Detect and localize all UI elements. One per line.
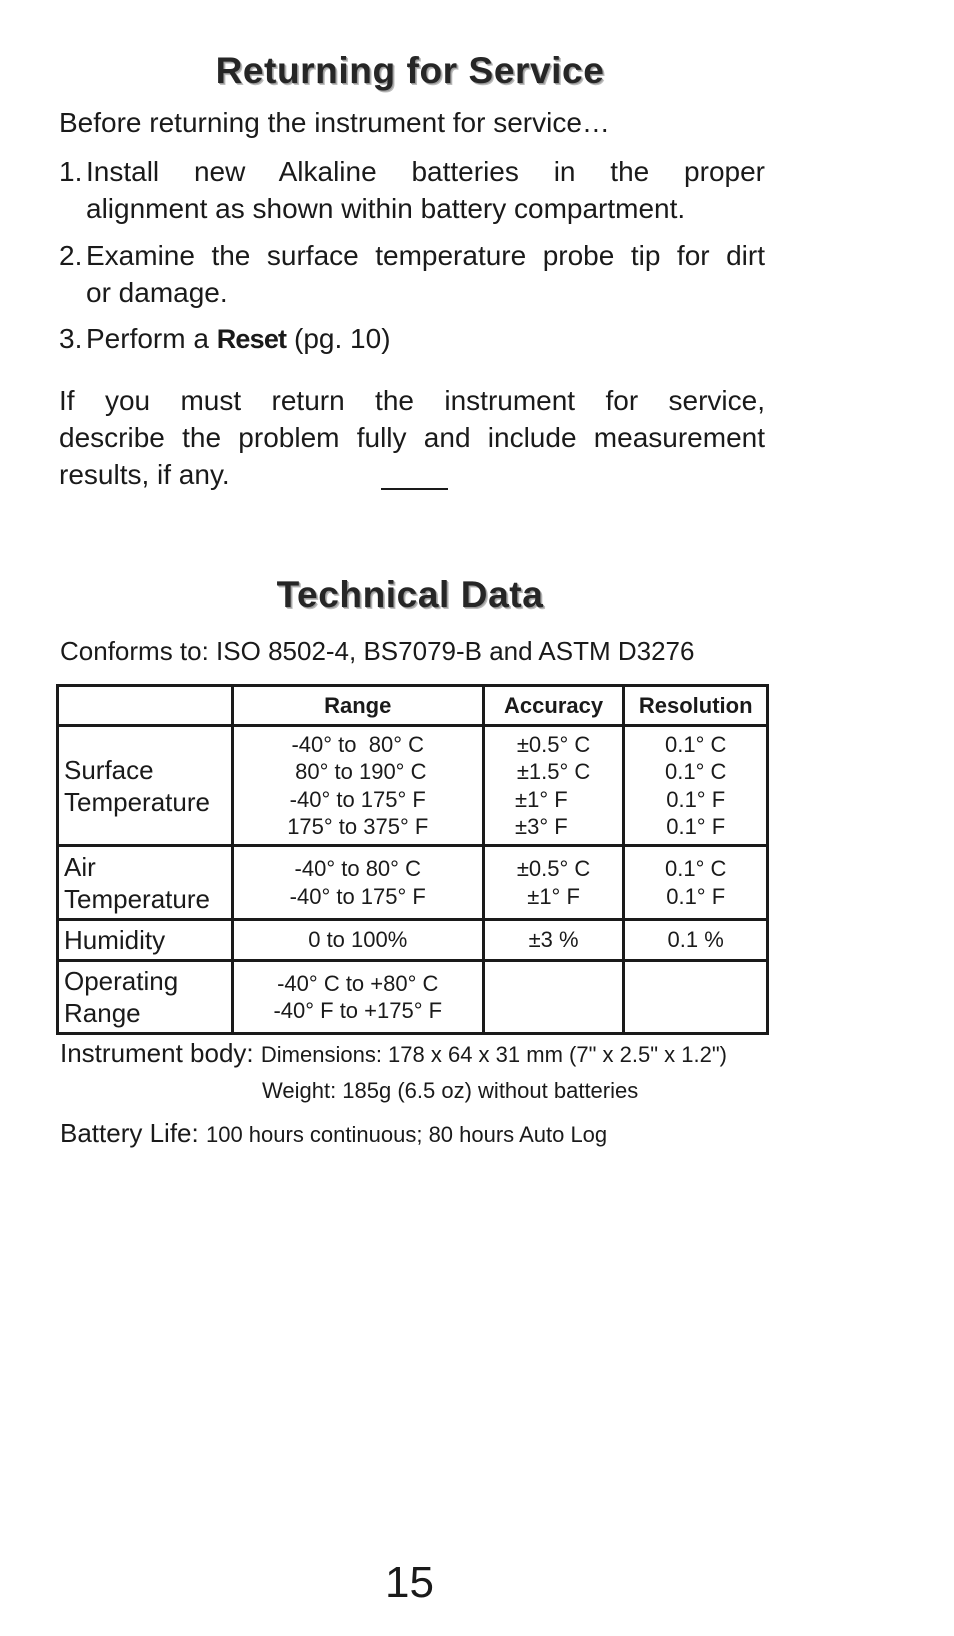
surface-accuracy-cell (483, 726, 624, 846)
resolution-value: 0.1 % (667, 927, 724, 953)
returning-closing (59, 382, 765, 493)
table-row-operating-range (58, 961, 768, 1034)
table-row-air-temperature (58, 846, 768, 920)
air-resolution-cell (624, 846, 768, 920)
air-range-cell (232, 846, 483, 920)
range-value: -40° F to +175° F (273, 998, 443, 1023)
conforms-to-text: Conforms to: ISO 8502-4, BS7079-B and ASTM D3276 (60, 636, 695, 666)
label-line: Humidity (64, 925, 166, 955)
closing-line-2: describe the problem fully and include measurement (59, 422, 765, 453)
technical-data-heading: Technical Data (276, 574, 544, 615)
table-row-surface-temperature (58, 726, 768, 846)
resolution-value: 0.1° F (666, 814, 726, 839)
accuracy-value: ±1° F (515, 786, 593, 812)
step-2-line-2: or damage. (86, 277, 228, 308)
row-label-humidity (58, 920, 233, 961)
reset-term: Reset (216, 324, 287, 354)
resolution-value: 0.1° C (664, 759, 727, 784)
fill-in-line (381, 488, 448, 490)
header-blank-cell (58, 686, 233, 726)
accuracy-value: ±1.5° C (516, 759, 591, 784)
returning-for-service-heading: Returning for Service (215, 50, 605, 91)
header-accuracy: Accuracy (483, 686, 624, 726)
label-line: Temperature (64, 883, 210, 914)
label-line: Surface (64, 754, 154, 785)
resolution-value: 0.1° F (666, 883, 726, 909)
step-2-number: 2. (59, 240, 83, 271)
step-1-number: 1. (59, 156, 83, 187)
range-value: 0 to 100% (308, 927, 408, 953)
dimensions-text: Dimensions: 178 x 64 x 31 mm (7" x 2.5" x 1.2") (260, 1042, 727, 1067)
resolution-value: 0.1° C (664, 856, 727, 881)
range-value: 80° to 190° C (289, 759, 427, 784)
range-value: -40° C to +80° C (277, 970, 439, 996)
range-value: -40° to 175° F (289, 883, 426, 909)
row-label-operating-range (58, 961, 233, 1034)
closing-line-1: If you must return the instrument for service, (59, 385, 765, 416)
returning-intro: Before returning the instrument for service… (59, 107, 610, 138)
label-line: Air (64, 851, 96, 882)
battery-life-label: Battery Life: (60, 1118, 206, 1148)
accuracy-value: ±0.5° C (516, 856, 591, 881)
resolution-value: 0.1° F (666, 786, 726, 812)
operating-range-cell (232, 961, 483, 1034)
table-header-row (58, 686, 768, 726)
accuracy-value: ±1° F (515, 883, 593, 909)
label-line: Temperature (64, 786, 210, 817)
label-line: Operating (64, 966, 179, 996)
range-value: 175° to 375° F (287, 814, 429, 839)
step-1 (59, 153, 765, 227)
operating-resolution-cell-empty (624, 961, 768, 1034)
weight-text: Weight: 185g (6.5 oz) without batteries (262, 1078, 639, 1103)
header-range: Range (232, 686, 483, 726)
accuracy-value: ±3 % (528, 927, 579, 953)
air-accuracy-cell (483, 846, 624, 920)
table-row-humidity (58, 920, 768, 961)
label-line: Range (64, 998, 141, 1028)
resolution-value: 0.1° C (664, 731, 727, 757)
specifications-table (56, 684, 769, 1035)
range-value: -40° to 80° C (294, 856, 421, 881)
step-3-text-pre: Perform a (86, 323, 217, 354)
accuracy-value: ±3° F (515, 814, 593, 839)
surface-resolution-cell (624, 726, 768, 846)
battery-life-line (60, 1118, 607, 1149)
step-3-number: 3. (59, 323, 83, 354)
battery-life-value: 100 hours continuous; 80 hours Auto Log (205, 1122, 608, 1147)
humidity-range-cell (232, 920, 483, 961)
range-value: -40° to 80° C (291, 731, 425, 757)
surface-range-cell (232, 726, 483, 846)
step-3 (59, 320, 765, 358)
header-resolution: Resolution (624, 686, 768, 726)
humidity-resolution-cell (624, 920, 768, 961)
operating-accuracy-cell-empty (483, 961, 624, 1034)
row-label-surface-temperature (58, 726, 233, 846)
closing-line-3: results, if any. (59, 459, 230, 490)
step-3-text-post: (pg. 10) (286, 323, 391, 354)
instrument-body-line (60, 1038, 727, 1069)
accuracy-value: ±0.5° C (516, 731, 591, 757)
step-2-line-1: Examine the surface temperature probe tip for dirt (86, 240, 765, 271)
range-value: -40° to 175° F (289, 786, 426, 812)
humidity-accuracy-cell (483, 920, 624, 961)
row-label-air-temperature (58, 846, 233, 920)
step-1-line-2: alignment as shown within battery compartment. (86, 193, 686, 224)
step-2 (59, 237, 765, 311)
instrument-body-label: Instrument body: (60, 1038, 261, 1068)
step-1-line-1: Install new Alkaline batteries in the proper (86, 156, 765, 187)
page-number: 15 (385, 1558, 434, 1607)
